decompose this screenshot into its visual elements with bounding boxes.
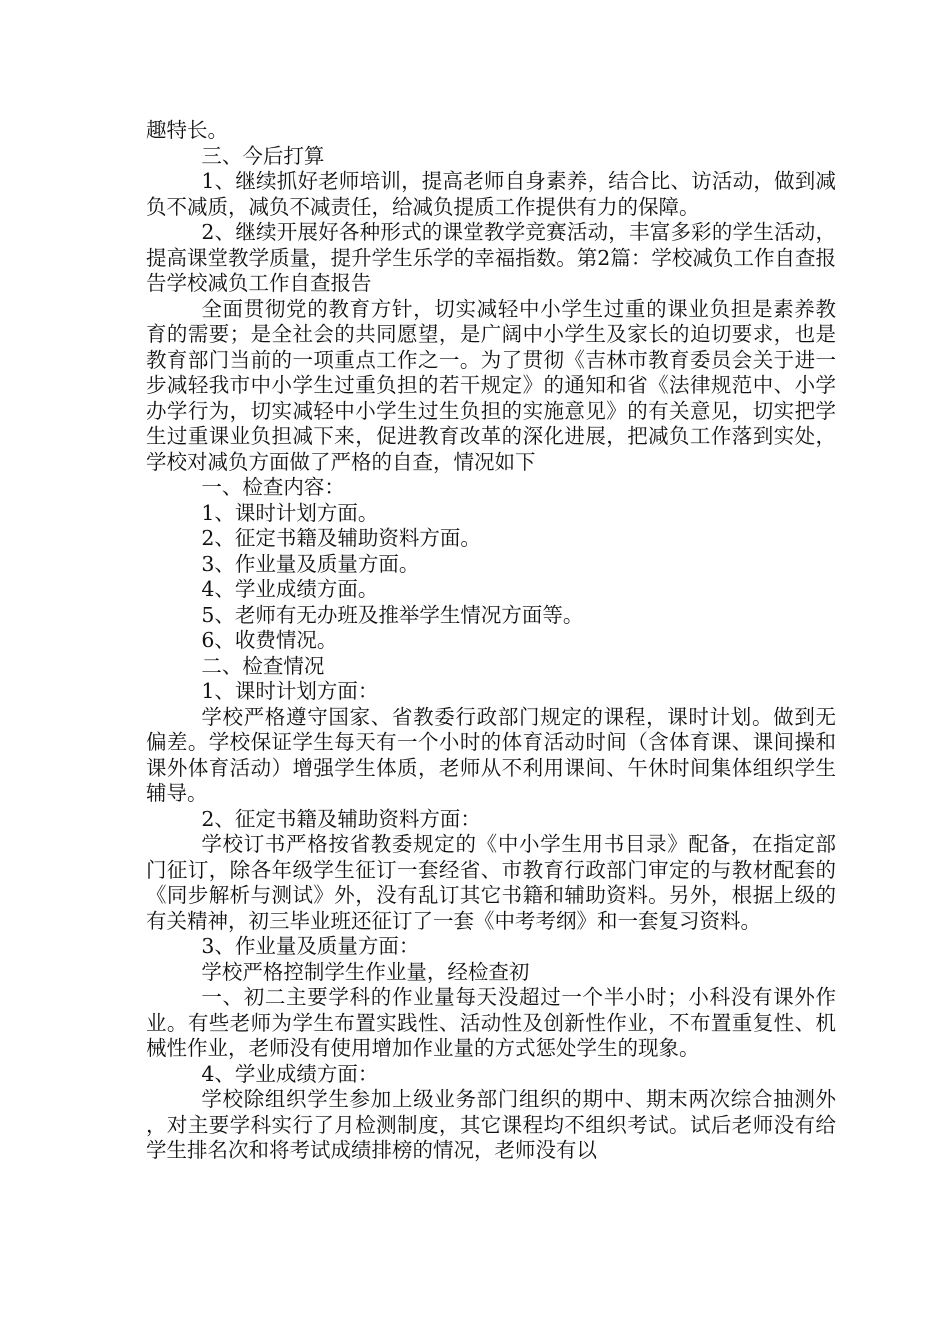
paragraph-19: 学校严格控制学生作业量，经检查初 <box>201 959 530 984</box>
paragraph-5: 全面贯彻党的教育方针，切实减轻中小学生过重的课业负担是素养教育的需要；是全社会的共同愿望，是广阔中小学生及家长的迫切要求，也是教育部门当前的一项重点工作之一。为了贯彻《吉林市教育委员会关于进一步减轻我市中小学生过重负担的若干规定》的通知和省《法律规范中、小学办学行为，切实减轻中小学生过生负担的实施意见》的有关意见，切实把学生过重课业负担减下来，促进教育改革的深化进展，把减负工作落到实处，学校对减负方面做了严格的自查，情况如下 <box>146 296 836 474</box>
list-item: 4、学业成绩方面。 <box>201 577 379 601</box>
section-heading-future-plans: 三、今后打算 <box>201 143 325 168</box>
section-heading-inspection-content: 一、检查内容： <box>201 475 345 499</box>
subheading-books: 2、征定书籍及辅助资料方面： <box>201 806 481 831</box>
list-item: 6、收费情况。 <box>201 628 338 652</box>
subheading-class-hours: 1、课时计划方面： <box>201 679 379 703</box>
paragraph-22: 学校除组织学生参加上级业务部门组织的期中、期末两次综合抽测外，对主要学科实行了月检测制度，其它课程均不组织考试。试后老师没有给学生排名次和将考试成绩排榜的情况，老师没有以 <box>146 1087 836 1162</box>
paragraph-15: 学校严格遵守国家、省教委行政部门规定的课程，课时计划。做到无偏差。学校保证学生每天有一个小时的体育活动时间（含体育课、课间操和课外体育活动）增强学生体质，老师从不利用课间、午休时间集体组织学生辅导。 <box>146 704 836 805</box>
list-item: 3、作业量及质量方面。 <box>201 551 420 576</box>
subheading-homework: 3、作业量及质量方面： <box>201 934 420 958</box>
list-item: 5、老师有无办班及推举学生情况方面等。 <box>201 602 584 627</box>
document-body <box>146 118 836 1164</box>
paragraph-3: 1、继续抓好老师培训，提高老师自身素养，结合比、访活动，做到减负不减质，减负不减责任，给减负提质工作提供有力的保障。 <box>146 169 836 219</box>
paragraph-4: 2、继续开展好各种形式的课堂教学竞赛活动，丰富多彩的学生活动，提高课堂教学质量，提升学生乐学的幸福指数。第2篇：学校减负工作自查报告学校减负工作自查报告 <box>146 220 836 295</box>
list-item: 2、征定书籍及辅助资料方面。 <box>201 526 481 550</box>
paragraph-17: 学校订书严格按省教委规定的《中小学生用书目录》配备，在指定部门征订，除各年级学生征订一套经省、市教育行政部门审定的与教材配套的《同步解析与测试》外，没有乱订其它书籍和辅助资料。另外，根据上级的有关精神，初三毕业班还征订了一套《中考考纲》和一套复习资料。 <box>146 832 836 933</box>
list-item: 1、课时计划方面。 <box>201 500 379 525</box>
subheading-academic-results: 4、学业成绩方面： <box>201 1061 379 1086</box>
section-heading-inspection-status: 二、检查情况 <box>201 653 325 678</box>
paragraph-1: 趣特长。 <box>146 118 228 142</box>
paragraph-20: 一、初二主要学科的作业量每天没超过一个半小时；小科没有课外作业。有些老师为学生布置实践性、活动性及创新性作业，不布置重复性、机械性作业，老师没有使用增加作业量的方式惩处学生的现象。 <box>146 985 836 1060</box>
